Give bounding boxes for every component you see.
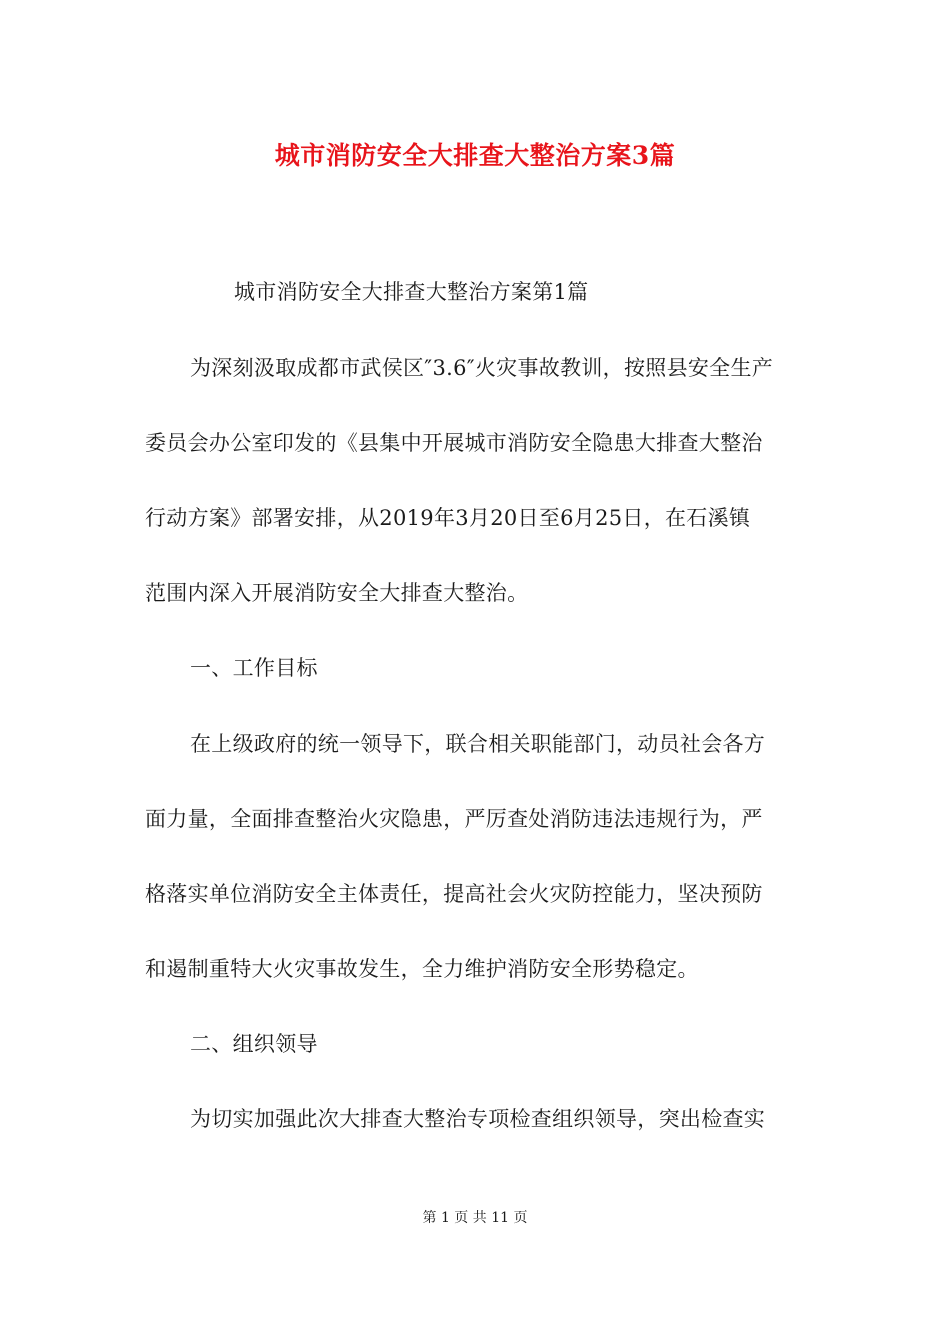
paragraph-line: 和遏制重特大火灾事故发生，全力维护消防安全形势稳定。 bbox=[145, 957, 699, 981]
paragraph-line: 格落实单位消防安全主体责任，提高社会火灾防控能力，坚决预防 bbox=[145, 882, 763, 906]
paragraph-line: 行动方案》部署安排，从2019年3月20日至6月25日，在石溪镇 bbox=[145, 506, 751, 530]
heading-work-goals: 一、工作目标 bbox=[190, 656, 318, 680]
paragraph-line: 为深刻汲取成都市武侯区″3.6″火灾事故教训，按照县安全生产 bbox=[190, 356, 774, 380]
paragraph-line: 范围内深入开展消防安全大排查大整治。 bbox=[145, 581, 529, 605]
section-heading-part-1: 城市消防安全大排查大整治方案第1篇 bbox=[234, 280, 589, 304]
paragraph-line: 在上级政府的统一领导下，联合相关职能部门，动员社会各方 bbox=[190, 732, 766, 756]
heading-organization: 二、组织领导 bbox=[190, 1032, 318, 1056]
paragraph-line: 委员会办公室印发的《县集中开展城市消防安全隐患大排查大整治 bbox=[145, 431, 763, 455]
paragraph-line: 面力量，全面排查整治火灾隐患，严厉查处消防违法违规行为，严 bbox=[145, 807, 763, 831]
document-title: 城市消防安全大排查大整治方案3篇 bbox=[274, 141, 676, 170]
page-number-footer: 第 1 页 共 11 页 bbox=[422, 1210, 528, 1226]
paragraph-line: 为切实加强此次大排查大整治专项检查组织领导，突出检查实 bbox=[190, 1107, 766, 1131]
